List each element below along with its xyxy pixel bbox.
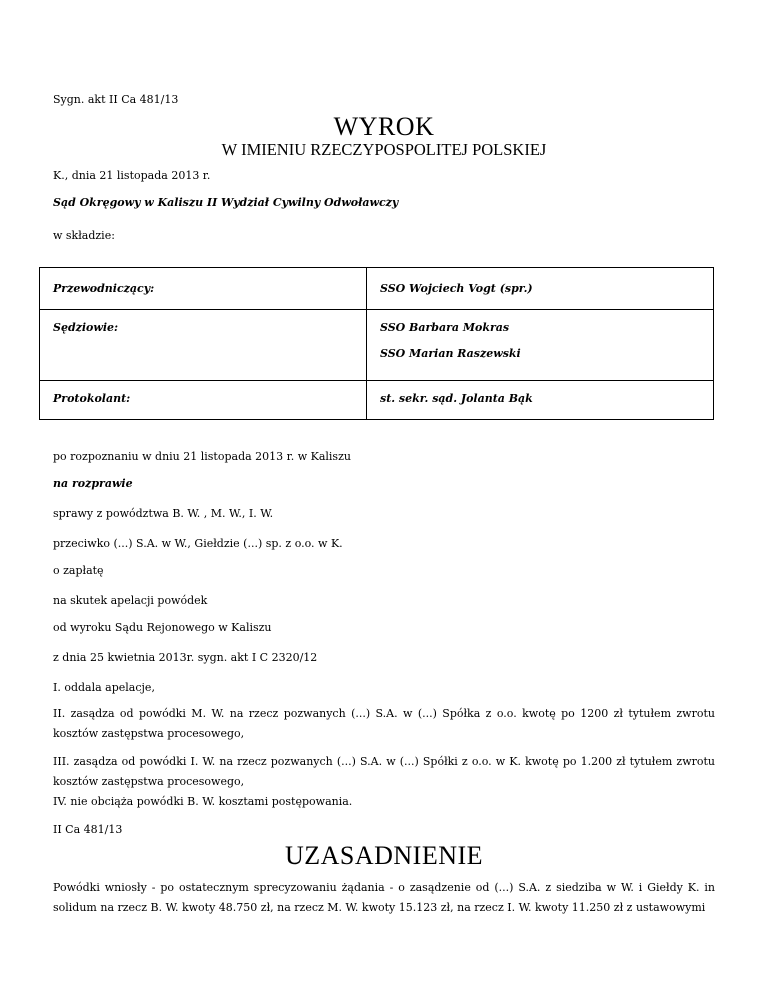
ruling-item: I. oddala apelacje, xyxy=(53,681,155,694)
justification-title: UZASADNIENIE xyxy=(284,841,484,870)
judgment-date-line: z dnia 25 kwietnia 2013r. sygn. akt I C 2320/12 xyxy=(53,651,318,664)
date-place: K., dnia 21 listopada 2013 r. xyxy=(53,169,211,182)
presiding-label: Przewodniczący: xyxy=(53,282,155,295)
hearing-line: na rozprawie xyxy=(53,477,133,490)
justification-case-reference: II Ca 481/13 xyxy=(53,823,123,836)
presiding-value: SSO Wojciech Vogt (spr.) xyxy=(380,282,533,295)
panel-row-judges xyxy=(40,310,714,380)
clerk-label: Protokolant: xyxy=(53,391,131,405)
claim-parties-line: sprawy z powództwa B. W. , M. W., I. W. xyxy=(53,507,274,520)
from-judgment-line: od wyroku Sądu Rejonowego w Kaliszu xyxy=(53,621,272,634)
justification-text: Powódki wniosły - po ostatecznym sprecyzowaniu żądania - o zasądzenie od (...) S.A. z siedziba w W. i Giełdy K. in solidum na rzecz B. W. kwoty 48.750 zł, na rzecz M. W. kwoty 15.123 zł, na rzecz I. W. kwoty 11.250 zł z ustawowymi xyxy=(53,881,715,914)
court-name: Sąd Okręgowy w Kaliszu II Wydział Cywilny Odwoławczy xyxy=(53,196,399,209)
ruling-item: III. zasądza od powódki I. W. na rzecz pozwanych (...) S.A. w (...) Spółki z o.o. w K. kwotę po 1.200 zł tytułem zwrotu kosztów zastępstwa procesowego, xyxy=(53,755,715,788)
judge-name: SSO Marian Raszewski xyxy=(380,347,521,361)
panel-row-clerk xyxy=(40,380,714,419)
document-subtitle: W IMIENIU RZECZYPOSPOLITEJ POLSKIEJ xyxy=(221,140,547,159)
ruling-item: IV. nie obciąża powódki B. W. kosztami postępowania. xyxy=(53,795,353,808)
judges-label: Sędziowie: xyxy=(53,321,119,335)
clerk-value: st. sekr. sąd. Jolanta Bąk xyxy=(380,391,533,405)
panel-row-presiding xyxy=(40,268,714,310)
judge-name: SSO Barbara Mokras xyxy=(380,321,510,335)
examined-line: po rozpoznaniu w dniu 21 listopada 2013 r. w Kaliszu xyxy=(53,450,351,463)
appeal-line: na skutek apelacji powódek xyxy=(53,594,208,607)
subject-line: o zapłatę xyxy=(53,564,104,577)
ruling-item: II. zasądza od powódki M. W. na rzecz pozwanych (...) S.A. w (...) Spółka z o.o. kwotę po 1200 zł tytułem zwrotu kosztów zastępstwa procesowego, xyxy=(53,707,715,740)
case-reference: Sygn. akt II Ca 481/13 xyxy=(53,93,179,106)
court-panel-table xyxy=(39,267,714,420)
composition-intro: w składzie: xyxy=(53,229,115,242)
against-line: przeciwko (...) S.A. w W., Giełdzie (...) sp. z o.o. w K. xyxy=(53,537,343,550)
document-title: WYROK xyxy=(333,112,435,141)
